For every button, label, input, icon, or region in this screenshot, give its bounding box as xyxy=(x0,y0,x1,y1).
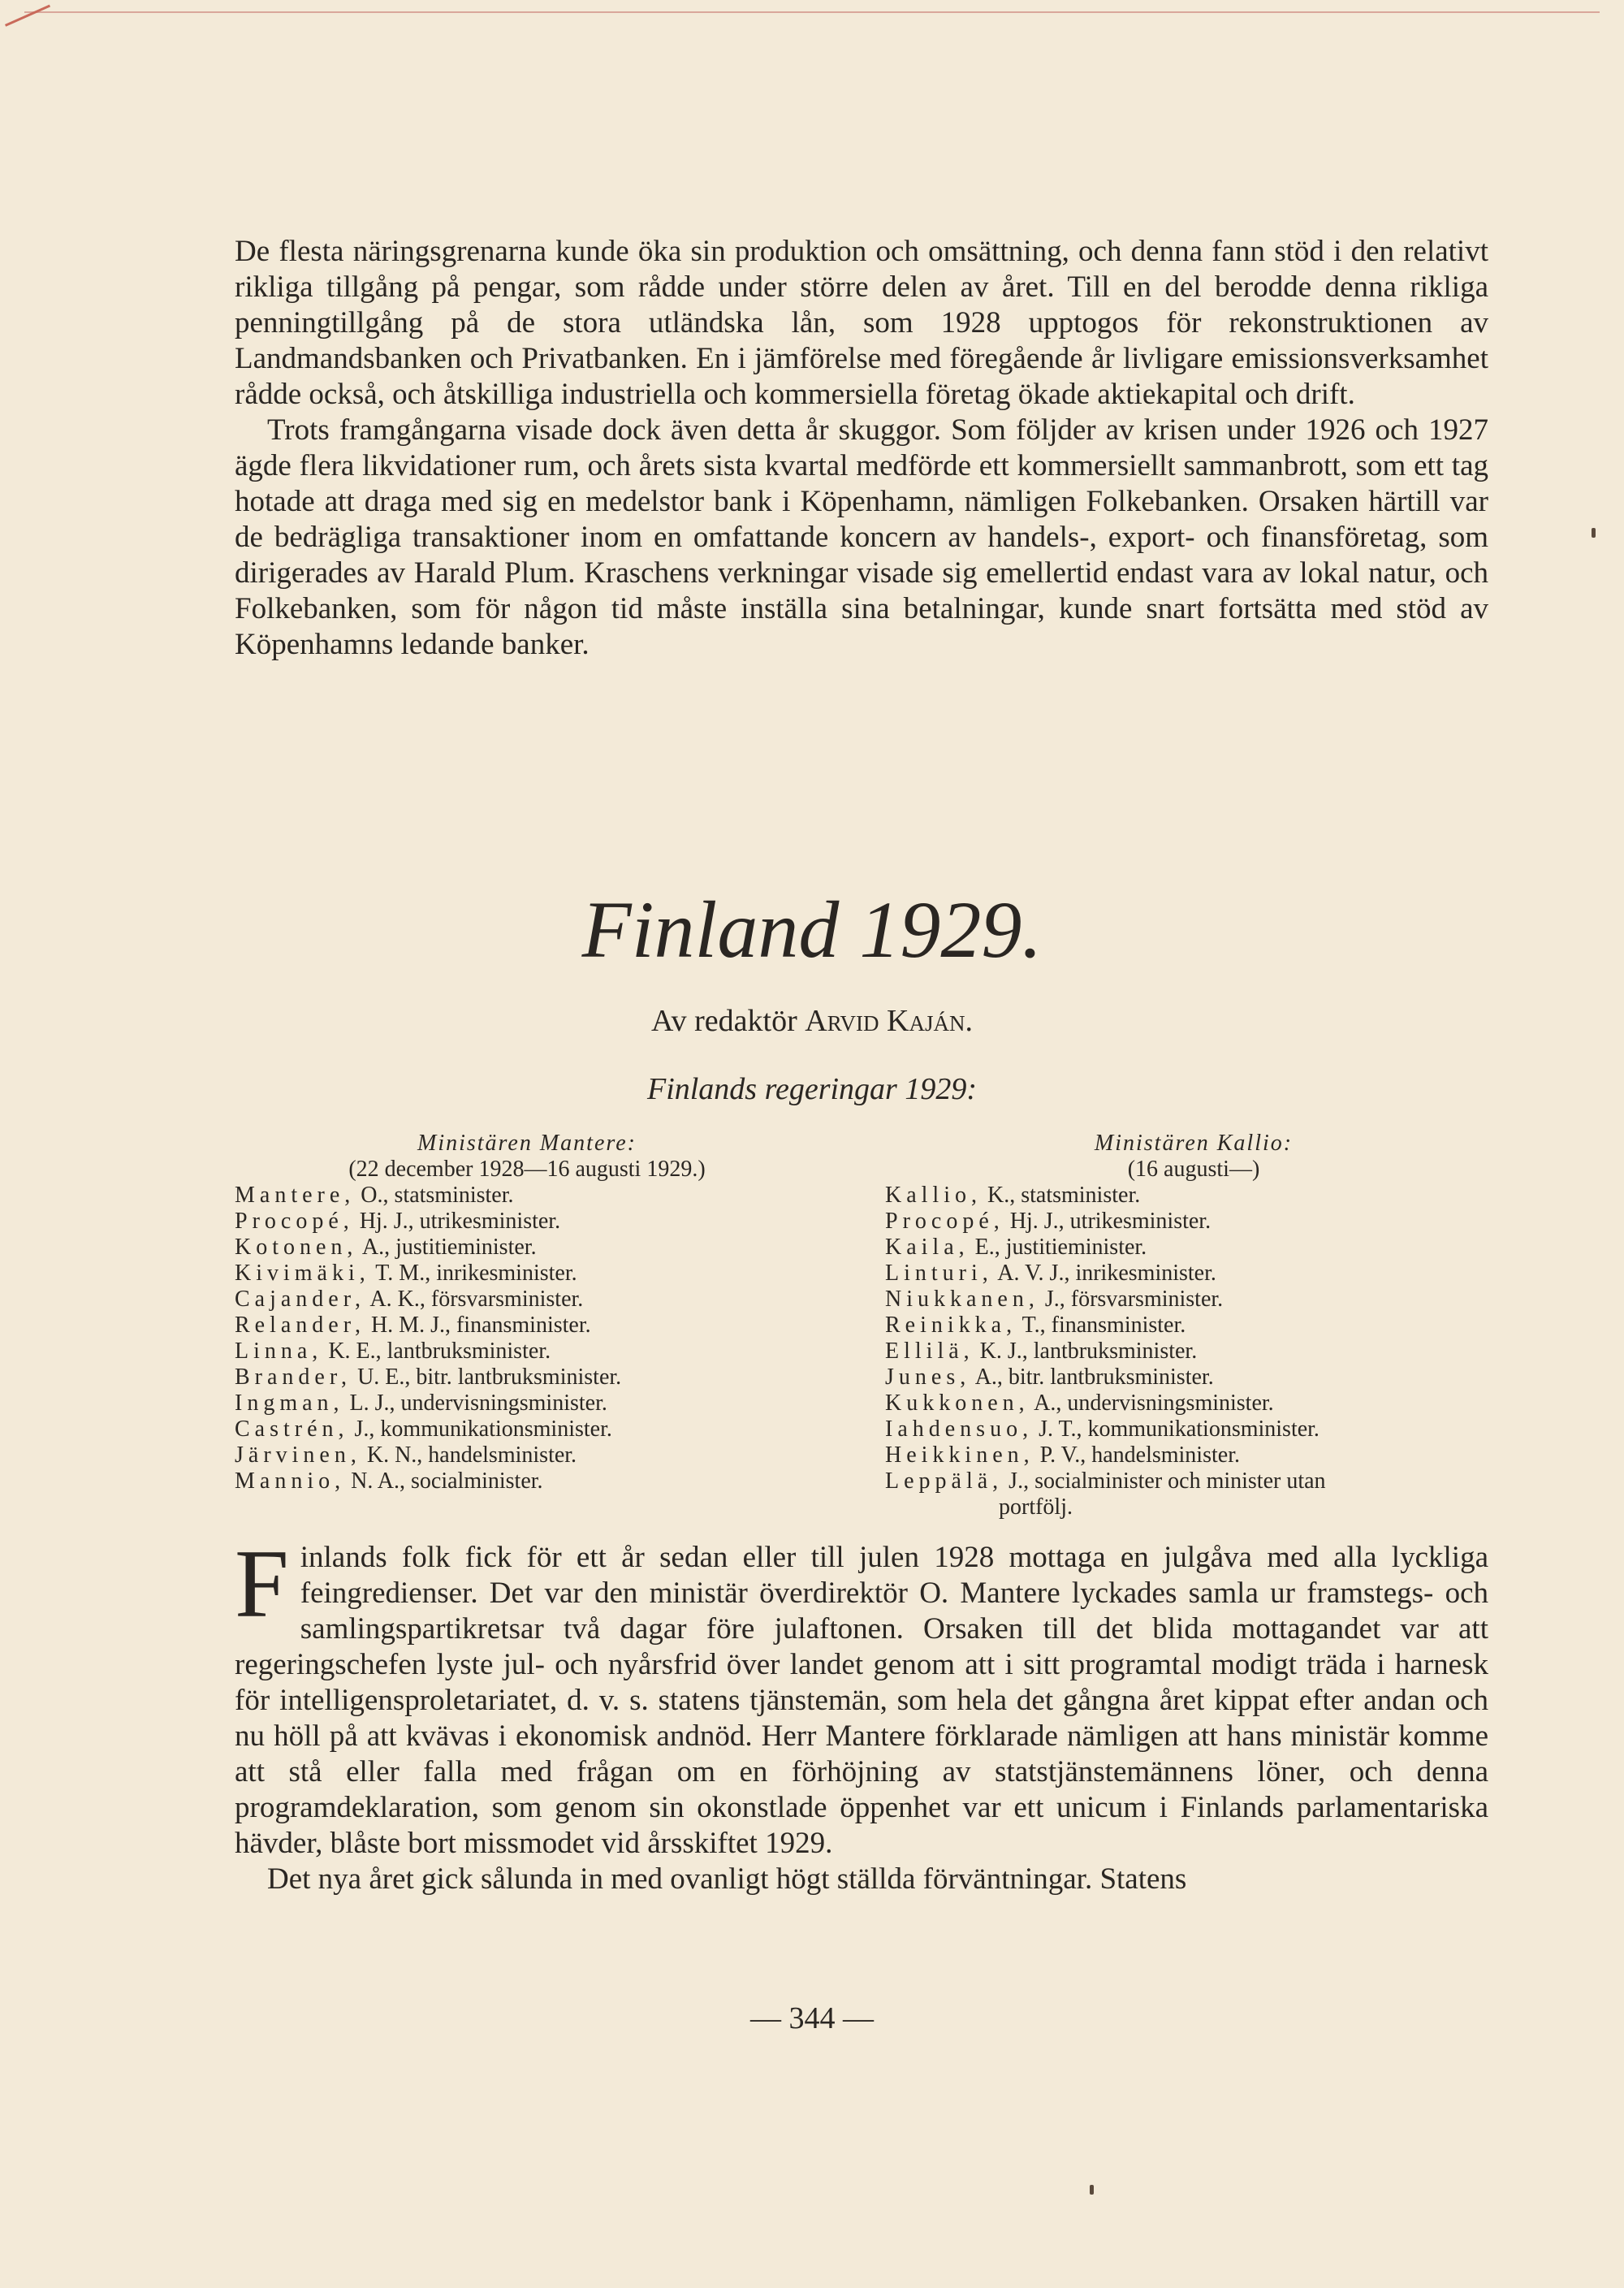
minister-entry xyxy=(235,1339,819,1365)
minister-entry xyxy=(235,1183,819,1209)
paragraph xyxy=(235,1529,1488,1862)
minister-entry xyxy=(885,1287,1502,1313)
minister-role: O., statsminister. xyxy=(361,1183,514,1208)
minister-surname: Kukkonen, xyxy=(885,1391,1030,1416)
minister-role: P. V., handelsminister. xyxy=(1039,1442,1240,1468)
minister-entry xyxy=(235,1209,819,1235)
minister-entry xyxy=(235,1442,819,1468)
minister-role: A., undervisningsminister. xyxy=(1034,1391,1274,1416)
paragraph: De flesta näringsgrenarna kunde öka sin produktion och omsättning, och denna fann stöd i den relativt rikliga tillgång på pengar, som rådde under större delen av året. Till en del berodde denna rikliga penningtillgång på de stora utländska lån, som 1928 upptogos för rekonstruktionen av Landmandsbanken och Privatbanken. En i jämförelse med föregående år livligare emissionsverksamhet rådde också, och åtskilliga industriella och kommersiella företag ökade aktiekapital och drift. xyxy=(235,235,1488,411)
cabinet-heading: Ministären Kallio: xyxy=(1094,1131,1294,1156)
minister-entry xyxy=(885,1442,1502,1468)
minister-role: E., justitieminister. xyxy=(974,1235,1147,1260)
minister-surname: Kivimäki, xyxy=(235,1261,370,1286)
minister-role: L. J., undervisningsminister. xyxy=(349,1391,607,1416)
minister-role: K. N., handelsminister. xyxy=(366,1442,577,1468)
cabinet-dates: (16 augusti—) xyxy=(1127,1157,1260,1182)
section-subheading: Finlands regeringar 1929: xyxy=(646,1072,977,1106)
minister-role-continued: portfölj. xyxy=(999,1494,1073,1520)
paragraph-text: inlands folk fick för ett år sedan eller till julen 1928 mottaga en julgåva med alla lyckliga feingredienser. Det var den ministär överdirektör O. Mantere lyckades samla ur framstegs- och samlingspartikretsar två dagar före julaftonen. Orsaken till det blida mottagandet var att regeringschefen lyste jul- och nyårsfrid över landet genom att i sitt programtal modigt träda i harnesk för intelligensproletariatet, d. v. s. statens tjänstemän, som hela det gångna året kippat efter andan och nu höll på att kvävas i ekonomisk andnöd. Herr Mantere förklarade nämligen att hans ministär komme att stå eller falla med frågan om en förhöjning av statstjänstemännens löner, och denna programdeklaration, som genom sin okonstlade öppenhet var ett unicum i Finlands parlamentariska hävder, blåste bort missmodet vid årsskiftet 1929. xyxy=(235,1541,1488,1860)
minister-entry xyxy=(235,1468,819,1494)
minister-surname: Kotonen, xyxy=(235,1235,358,1260)
minister-role: J., socialminister och minister utan xyxy=(1009,1468,1326,1494)
cabinet-dates: (22 december 1928—16 augusti 1929.) xyxy=(348,1157,706,1182)
minister-entry xyxy=(235,1416,819,1442)
minister-entry xyxy=(235,1287,819,1313)
minister-role: U. E., bitr. lantbruksminister. xyxy=(357,1365,622,1390)
author-name: Arvid Kaján. xyxy=(805,1004,973,1038)
minister-entry xyxy=(235,1313,819,1339)
minister-entry xyxy=(235,1391,819,1416)
minister-role: J. T., kommunikationsminister. xyxy=(1039,1416,1320,1442)
minister-surname: Procopé, xyxy=(885,1209,1004,1234)
paragraph: Det nya året gick sålunda in med ovanligt högt ställda förväntningar. Statens xyxy=(267,1862,1187,1896)
minister-role: J., kommunikationsminister. xyxy=(354,1416,612,1442)
minister-role: T. M., inrikesminister. xyxy=(375,1261,577,1286)
minister-role: K. J., lantbruksminister. xyxy=(979,1339,1198,1364)
minister-role: N. A., socialminister. xyxy=(351,1468,543,1494)
minister-role: J., försvarsminister. xyxy=(1044,1287,1224,1312)
section-finland-intro xyxy=(235,1529,1488,1897)
minister-role: T., finansminister. xyxy=(1021,1313,1186,1338)
section-denmark-conclusion xyxy=(235,234,1488,663)
minister-surname: Linna, xyxy=(235,1339,323,1364)
minister-entry xyxy=(885,1416,1502,1442)
minister-entry xyxy=(885,1261,1502,1287)
minister-surname: Brander, xyxy=(235,1365,352,1390)
minister-surname: Heikkinen, xyxy=(885,1442,1034,1468)
minister-entry xyxy=(885,1365,1502,1391)
minister-role: Hj. J., utrikesminister. xyxy=(359,1209,561,1234)
minister-role: Hj. J., utrikesminister. xyxy=(1009,1209,1212,1234)
minister-entry xyxy=(885,1183,1502,1209)
minister-role: K., statsminister. xyxy=(987,1183,1141,1208)
minister-surname: Ellilä, xyxy=(885,1339,974,1364)
minister-list xyxy=(235,1183,819,1494)
minister-surname: Leppälä, xyxy=(885,1468,1004,1494)
minister-role: A., justitieminister. xyxy=(361,1235,537,1260)
minister-surname: Relander, xyxy=(235,1313,365,1338)
minister-surname: Linturi, xyxy=(885,1261,993,1286)
minister-role: A., bitr. lantbruksminister. xyxy=(974,1365,1214,1390)
minister-surname: Ingman, xyxy=(235,1391,344,1416)
minister-entry xyxy=(885,1391,1502,1416)
minister-entry xyxy=(885,1339,1502,1365)
minister-entry xyxy=(885,1209,1502,1235)
minister-surname: Mantere, xyxy=(235,1183,356,1208)
minister-role: A. K., försvarsminister. xyxy=(369,1287,584,1312)
minister-surname: Castrén, xyxy=(235,1416,349,1442)
minister-role: K. E., lantbruksminister. xyxy=(328,1339,551,1364)
minister-surname: Junes, xyxy=(885,1365,971,1390)
minister-surname: Kallio, xyxy=(885,1183,982,1208)
minister-surname: Iahdensuo, xyxy=(885,1416,1034,1442)
article-title: Finland 1929. xyxy=(581,884,1043,975)
minister-surname: Reinikka, xyxy=(885,1313,1017,1338)
minister-entry xyxy=(885,1235,1502,1261)
minister-entry xyxy=(235,1365,819,1391)
minister-surname: Cajander, xyxy=(235,1287,365,1312)
page-number: — 344 — xyxy=(750,2001,874,2035)
minister-surname: Niukkanen, xyxy=(885,1287,1039,1312)
cabinet-heading: Ministären Mantere: xyxy=(417,1131,637,1156)
paper-speck xyxy=(1090,2185,1094,2195)
minister-entry xyxy=(885,1468,1502,1520)
minister-surname: Mannio, xyxy=(235,1468,346,1494)
minister-entry xyxy=(885,1313,1502,1339)
byline xyxy=(0,1002,1624,1040)
minister-surname: Kaila, xyxy=(885,1235,970,1260)
minister-surname: Järvinen, xyxy=(235,1442,361,1468)
drop-cap: F xyxy=(235,1529,289,1637)
minister-role: A. V. J., inrikesminister. xyxy=(997,1261,1216,1286)
paper-speck xyxy=(1592,528,1596,538)
minister-role: H. M. J., finansminister. xyxy=(370,1313,591,1338)
cabinet-list-kallio xyxy=(885,1131,1502,1520)
byline-prefix: Av redaktör xyxy=(651,1004,797,1038)
minister-list xyxy=(885,1183,1502,1520)
minister-surname: Procopé, xyxy=(235,1209,354,1234)
minister-entry xyxy=(235,1235,819,1261)
cabinet-list-mantere xyxy=(235,1131,819,1494)
paragraph: Trots framgångarna visade dock även detta år skuggor. Som följder av krisen under 1926 och 1927 ägde flera likvidationer rum, och årets sista kvartal medförde ett kommersiellt sammanbrott, som ett tag hotade att draga med sig en medelstor bank i Köpenhamn, nämligen Folkebanken. Orsaken härtill var de bedrägliga transaktioner inom en omfattande koncern av handels-, export- och finansföretag, som dirigerades av Harald Plum. Kraschens verkningar visade sig emellertid endast vara av lokal natur, och Folkebanken, som för någon tid måste inställa sina betalningar, kunde snart fortsätta med stöd av Köpenhamns ledande banker. xyxy=(235,413,1488,661)
top-edge-rule xyxy=(24,11,1600,13)
minister-entry xyxy=(235,1261,819,1287)
